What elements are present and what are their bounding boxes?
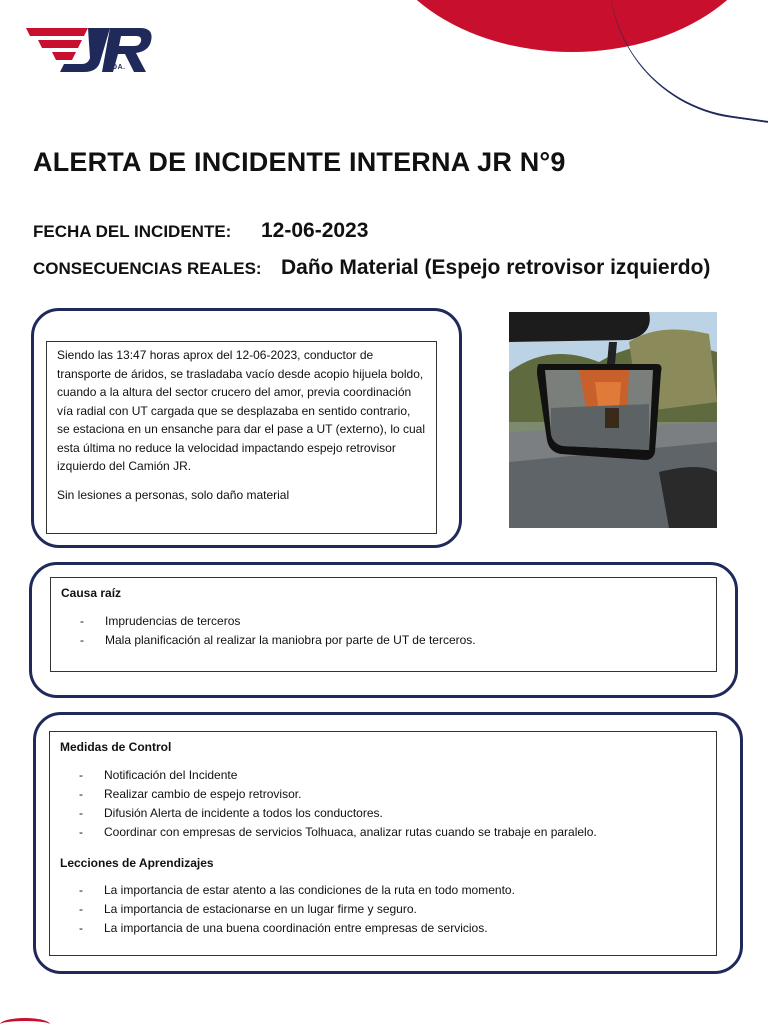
causa-raiz-list bbox=[61, 612, 706, 650]
medidas-title: Medidas de Control bbox=[60, 740, 172, 754]
list-item: - La importancia de una buena coordinación entre empresas de servicios. bbox=[60, 919, 706, 938]
medidas-list bbox=[60, 766, 706, 842]
list-item: - Notificación del Incidente bbox=[60, 766, 706, 785]
list-item: - La importancia de estar atento a las condiciones de la ruta en todo momento. bbox=[60, 881, 706, 900]
incident-photo bbox=[509, 312, 717, 528]
list-item: - Realizar cambio de espejo retrovisor. bbox=[60, 785, 706, 804]
description-box bbox=[46, 341, 437, 534]
consecuencias-value: Daño Material (Espejo retrovisor izquierdo) bbox=[281, 256, 711, 279]
fecha-label: FECHA DEL INCIDENTE: bbox=[33, 222, 232, 241]
list-item: - La importancia de estacionarse en un lugar firme y seguro. bbox=[60, 900, 706, 919]
list-item: - Coordinar con empresas de servicios Tolhuaca, analizar rutas cuando se trabaje en paralelo. bbox=[60, 823, 706, 842]
page-title: ALERTA DE INCIDENTE INTERNA JR N°9 bbox=[33, 147, 566, 177]
fecha-value: 12-06-2023 bbox=[261, 219, 369, 242]
lecciones-list bbox=[60, 881, 706, 938]
logo-suffix: LTDA. bbox=[103, 64, 126, 71]
description-text: Siendo las 13:47 horas aprox del 12-06-2023, conductor de transporte de áridos, se trasladaba vacío desde acopio hijuela boldo, cuando a la altura del sector crucero del amor, previa coordinación vía radial con UT cargada que se desplazaba en sentido contrario, se estaciona en un ensanche para dar el pase a UT (externo), lo cual esta última no reduce la velocidad impactando espejo retrovisor izquierdo del Camión JR. bbox=[57, 348, 426, 473]
causa-raiz-title: Causa raíz bbox=[61, 586, 122, 600]
consecuencias-label: CONSECUENCIAS REALES: bbox=[33, 259, 262, 278]
list-item: - Mala planificación al realizar la maniobra por parte de UT de terceros. bbox=[61, 631, 706, 650]
causa-raiz-box bbox=[50, 577, 717, 672]
medidas-box bbox=[49, 731, 717, 956]
list-item: - Difusión Alerta de incidente a todos los conductores. bbox=[60, 804, 706, 823]
list-item: - Imprudencias de terceros bbox=[61, 612, 706, 631]
jr-logo bbox=[26, 24, 156, 78]
footer-red-arc bbox=[0, 1018, 50, 1031]
lecciones-title: Lecciones de Aprendizajes bbox=[60, 855, 214, 870]
header-navy-curve bbox=[591, 0, 768, 125]
description-note: Sin lesiones a personas, solo daño material bbox=[57, 487, 290, 502]
